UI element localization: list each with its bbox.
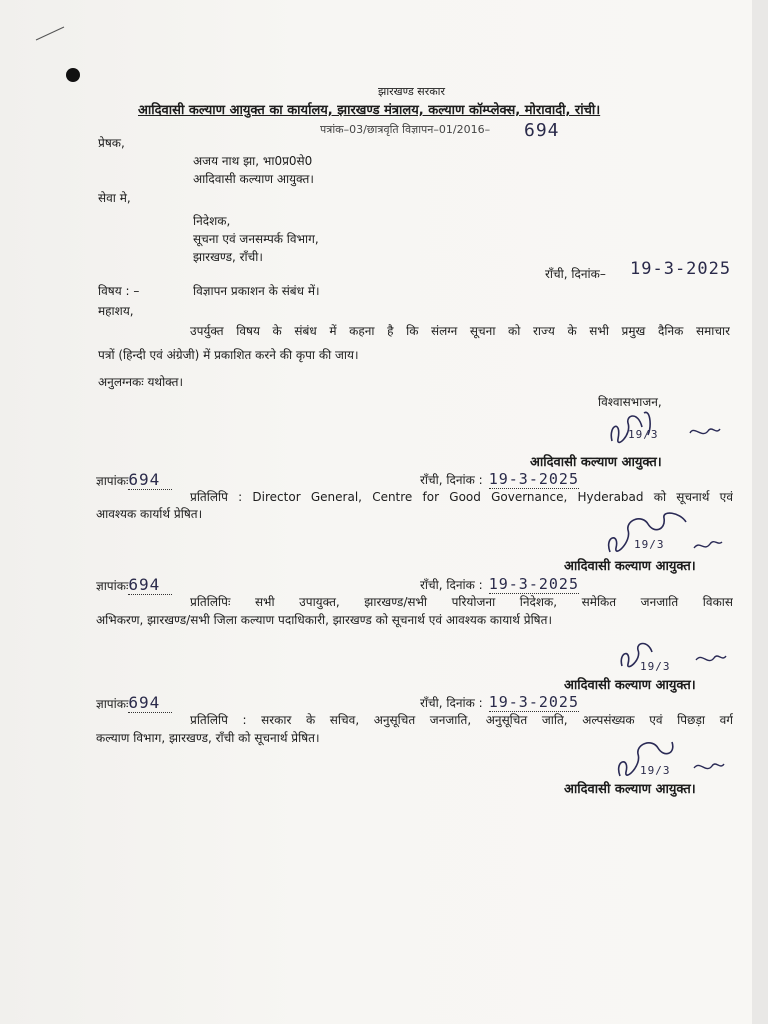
recipient-line-3: झारखण्ड, राँची। <box>193 250 263 264</box>
copy-1-line-1: प्रतिलिपि : Director General, Centre for Good Governance, Hyderabad को सूचनार्थ एवं <box>190 490 733 504</box>
govt-heading: झारखण्ड सरकार <box>378 85 445 98</box>
signatory-designation: आदिवासी कल्याण आयुक्त। <box>530 455 662 470</box>
page-edge <box>752 0 768 1024</box>
copy-1-signature-date: 19/3 <box>634 538 665 551</box>
copy-3-date: राँची, दिनांक : 19-3-2025 <box>420 693 579 711</box>
salutation: महाशय, <box>98 304 134 318</box>
copy-3-designation: आदिवासी कल्याण आयुक्त। <box>564 782 696 797</box>
copy-2-signature-date: 19/3 <box>640 660 671 673</box>
letter-date-value: 19-3-2025 <box>630 259 732 279</box>
copy-1-signature-scribble <box>596 508 726 560</box>
copy-3-line-2: कल्याण विभाग, झारखण्ड, राँची को सूचनार्थ प्रेषित। <box>96 731 320 745</box>
body-line-1: उपर्युक्त विषय के संबंध में कहना है कि संलग्न सूचना को राज्य के सभी प्रमुख दैनिक समाचार <box>190 324 730 338</box>
signature-scribble <box>598 405 728 453</box>
recipient-line-1: निदेशक, <box>193 214 231 228</box>
patrank-label: पत्रांक–03/छात्रवृति विज्ञापन–01/2016– <box>320 123 491 136</box>
signature-date: 19/3 <box>628 428 659 441</box>
subject-label: विषय : – <box>98 284 140 298</box>
copy-3-signature-date: 19/3 <box>640 764 671 777</box>
patrank-number: 694 <box>524 120 560 141</box>
body-line-2: पत्रों (हिन्दी एवं अंग्रेजी) में प्रकाशित करने की कृपा की जाय। <box>98 348 359 362</box>
pen-scratch-mark <box>34 24 68 44</box>
sender-name: अजय नाथ झा, भा0प्र0से0 <box>193 154 313 168</box>
closing: विश्वासभाजन, <box>598 395 662 409</box>
copy-3-gyapank: ज्ञापांकः694 <box>96 693 172 713</box>
copy-1-line-2: आवश्यक कार्यार्थ प्रेषित। <box>96 507 203 521</box>
copy-2-date: राँची, दिनांक : 19-3-2025 <box>420 575 579 593</box>
copy-1-designation: आदिवासी कल्याण आयुक्त। <box>564 559 696 574</box>
copy-2-line-2: अभिकरण, झारखण्ड/सभी जिला कल्याण पदाधिकारी, झारखण्ड को सूचनार्थ एवं आवश्यक कायार्थ प्रेषित। <box>96 613 553 627</box>
subject-text: विज्ञापन प्रकाशन के संबंध में। <box>193 284 320 298</box>
enclosure: अनुलग्नकः यथोक्त। <box>98 375 184 389</box>
recipient-line-2: सूचना एवं जनसम्पर्क विभाग, <box>193 232 319 246</box>
copy-1-gyapank: ज्ञापांकः694 <box>96 470 172 490</box>
office-heading: आदिवासी कल्याण आयुक्त का कार्यालय, झारखण्ड मंत्रालय, कल्याण कॉम्प्लेक्स, मोरावादी, रांची। <box>138 103 601 118</box>
copy-3-line-1: प्रतिलिपि : सरकार के सचिव, अनुसूचित जनजाति, अनुसूचित जाति, अल्पसंख्यक एवं पिछड़ा वर्ग <box>190 713 733 727</box>
copy-2-line-1: प्रतिलिपिः सभी उपायुक्त, झारखण्ड/सभी परियोजना निदेशक, समेकित जनजाति विकास <box>190 595 733 609</box>
punch-hole <box>66 68 80 82</box>
recipient-label: सेवा मे, <box>98 191 131 205</box>
sender-label: प्रेषक, <box>98 136 125 150</box>
sender-designation: आदिवासी कल्याण आयुक्त। <box>193 172 314 186</box>
letter-date-label: राँची, दिनांक– <box>545 267 606 281</box>
copy-1-date: राँची, दिनांक : 19-3-2025 <box>420 470 579 488</box>
copy-2-designation: आदिवासी कल्याण आयुक्त। <box>564 678 696 693</box>
copy-2-gyapank: ज्ञापांकः694 <box>96 575 172 595</box>
